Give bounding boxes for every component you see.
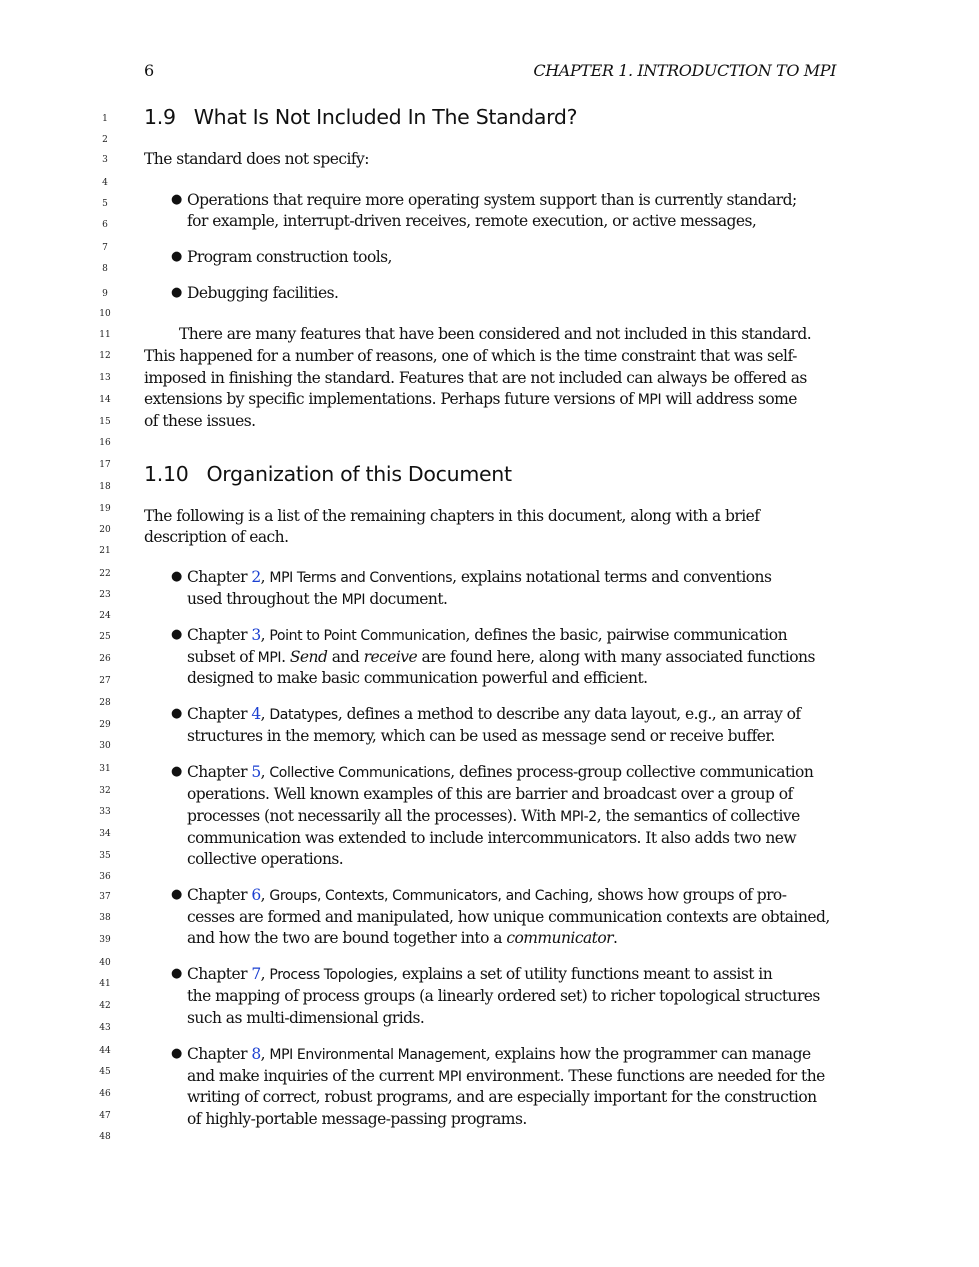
- chapter-link[interactable]: 3: [251, 626, 261, 644]
- text-span: ,: [260, 1045, 270, 1063]
- text-span: are found here, along with many associated functions: [417, 648, 815, 666]
- text-span: extensions by specific implementations. Perhaps future versions of: [144, 390, 638, 408]
- text-span: Chapter: [187, 763, 252, 781]
- line-number: 25: [99, 632, 111, 642]
- bullet-icon: ●: [171, 764, 183, 779]
- line-number: 23: [99, 590, 111, 600]
- text-span: ,: [260, 965, 270, 983]
- emphasis: communicator: [506, 929, 613, 947]
- paragraph-line: [144, 390, 797, 408]
- line-number: 8: [102, 264, 108, 274]
- text-span: environment. These functions are needed for the: [461, 1067, 825, 1085]
- section-intro: The standard does not specify:: [144, 150, 369, 168]
- chapter-title: MPI Environmental Management: [269, 1047, 486, 1063]
- line-number: 46: [99, 1089, 111, 1099]
- chapter-link[interactable]: 5: [251, 763, 261, 781]
- text-span: , explains how the programmer can manage: [485, 1045, 811, 1063]
- line-number: 32: [99, 786, 111, 796]
- list-item-line: [187, 1045, 811, 1063]
- list-item-line: [187, 886, 786, 904]
- line-number: 31: [99, 764, 111, 774]
- section-title: What Is Not Included In The Standard?: [193, 105, 578, 129]
- bullet-icon: ●: [171, 192, 183, 207]
- list-item-line: for example, interrupt-driven receives, remote execution, or active messages,: [187, 212, 757, 230]
- line-number: 4: [102, 178, 108, 188]
- text-span: Chapter: [187, 965, 252, 983]
- chapter-link[interactable]: 2: [251, 568, 261, 586]
- emphasis: Send: [289, 648, 328, 666]
- list-item-line: [187, 626, 787, 644]
- text-span: ,: [260, 626, 270, 644]
- list-item-line: of highly-portable message-passing programs.: [187, 1110, 527, 1128]
- line-number: 35: [99, 851, 111, 861]
- line-number: 34: [99, 829, 111, 839]
- line-number: 28: [99, 698, 111, 708]
- text-span: and make inquiries of the current: [187, 1067, 439, 1085]
- text-span: , explains a set of utility functions meant to assist in: [393, 965, 773, 983]
- list-item-line: designed to make basic communication powerful and efficient.: [187, 669, 648, 687]
- text-span: ,: [260, 886, 270, 904]
- line-number: 29: [99, 720, 111, 730]
- line-number: 44: [99, 1046, 111, 1056]
- list-item-line: [187, 648, 815, 666]
- list-item-line: Program construction tools,: [187, 248, 392, 266]
- chapter-link[interactable]: 6: [251, 886, 261, 904]
- text-span: Chapter: [187, 705, 252, 723]
- line-number: 42: [99, 1001, 111, 1011]
- text-span: ,: [260, 763, 270, 781]
- line-number: 14: [99, 395, 111, 405]
- line-number: 6: [102, 220, 108, 230]
- section-number: 1.9: [144, 105, 176, 129]
- line-number: 3: [102, 155, 108, 165]
- text-span: processes (not necessarily all the processes). With: [187, 807, 561, 825]
- line-number: 33: [99, 807, 111, 817]
- bullet-icon: ●: [171, 966, 183, 981]
- text-span: will address some: [661, 390, 797, 408]
- bullet-icon: ●: [171, 569, 183, 584]
- list-item-line: operations. Well known examples of this are barrier and broadcast over a group of: [187, 785, 793, 803]
- text-span: , defines process-group collective communication: [450, 763, 814, 781]
- line-number: 39: [99, 935, 111, 945]
- line-number: 11: [99, 330, 111, 340]
- section-intro: description of each.: [144, 528, 289, 546]
- text-span: document.: [365, 590, 448, 608]
- chapter-link[interactable]: 7: [251, 965, 261, 983]
- text-span: , explains notational terms and conventions: [452, 568, 772, 586]
- line-number: 37: [99, 892, 111, 902]
- list-item-line: [187, 590, 447, 608]
- line-number: 5: [102, 199, 108, 209]
- chapter-link[interactable]: 4: [251, 705, 261, 723]
- line-number: 36: [99, 872, 111, 882]
- text-span: subset of: [187, 648, 258, 666]
- text-span: and: [327, 648, 364, 666]
- line-number: 40: [99, 958, 111, 968]
- line-number: 47: [99, 1111, 111, 1121]
- line-number: 41: [99, 979, 111, 989]
- mpi-term: MPI: [637, 392, 662, 408]
- text-span: Chapter: [187, 1045, 252, 1063]
- line-number: 15: [99, 417, 111, 427]
- section-intro: The following is a list of the remaining chapters in this document, along with a brief: [144, 507, 760, 525]
- paragraph-line: of these issues.: [144, 412, 256, 430]
- bullet-icon: ●: [171, 706, 183, 721]
- bullet-icon: ●: [171, 1046, 183, 1061]
- line-number: 7: [102, 243, 108, 253]
- list-item-line: cesses are formed and manipulated, how unique communication contexts are obtained,: [187, 908, 830, 926]
- line-number: 12: [99, 351, 111, 361]
- line-number: 43: [99, 1023, 111, 1033]
- chapter-title: Groups, Contexts, Communicators, and Caching: [269, 888, 589, 904]
- mpi-term: MPI-2: [560, 809, 597, 825]
- text-span: ,: [260, 568, 270, 586]
- bullet-icon: ●: [171, 887, 183, 902]
- text-span: , shows how groups of pro-: [588, 886, 787, 904]
- list-item-line: communication was extended to include intercommunicators. It also adds two new: [187, 829, 797, 847]
- section-heading-1-10: [144, 462, 512, 486]
- bullet-icon: ●: [171, 627, 183, 642]
- text-span: .: [612, 929, 618, 947]
- text-span: Chapter: [187, 626, 252, 644]
- line-number: 20: [99, 525, 111, 535]
- section-heading-1-9: [144, 105, 577, 129]
- text-span: Chapter: [187, 568, 252, 586]
- chapter-link[interactable]: 8: [251, 1045, 261, 1063]
- list-item-line: writing of correct, robust programs, and are especially important for the construction: [187, 1088, 817, 1106]
- list-item-line: [187, 929, 617, 947]
- mpi-term: MPI: [341, 592, 366, 608]
- line-number: 45: [99, 1067, 111, 1077]
- list-item-line: [187, 705, 801, 723]
- chapter-title: Datatypes: [269, 707, 338, 723]
- line-number: 2: [102, 135, 108, 145]
- text-span: .: [281, 648, 290, 666]
- line-number: 13: [99, 373, 111, 383]
- line-number: 48: [99, 1132, 111, 1142]
- list-item-line: [187, 568, 771, 586]
- list-item-line: [187, 807, 800, 825]
- chapter-title: MPI Terms and Conventions: [269, 570, 453, 586]
- running-title: CHAPTER 1. INTRODUCTION TO MPI: [533, 61, 836, 80]
- line-number: 26: [99, 654, 111, 664]
- bullet-icon: ●: [171, 249, 183, 264]
- paragraph-line: This happened for a number of reasons, one of which is the time constraint that was self-: [144, 347, 797, 365]
- chapter-title: Process Topologies: [269, 967, 394, 983]
- text-span: , defines the basic, pairwise communication: [465, 626, 788, 644]
- text-span: Chapter: [187, 886, 252, 904]
- text-span: used throughout the: [187, 590, 342, 608]
- paragraph-line: There are many features that have been considered and not included in this standard.: [179, 325, 812, 343]
- text-span: ,: [260, 705, 270, 723]
- line-number: 16: [99, 438, 111, 448]
- line-number: 27: [99, 676, 111, 686]
- line-number: 9: [102, 289, 108, 299]
- line-number: 17: [99, 460, 111, 470]
- text-span: , defines a method to describe any data layout, e.g., an array of: [337, 705, 801, 723]
- line-number: 10: [99, 309, 111, 319]
- bullet-icon: ●: [171, 285, 183, 300]
- list-item-line: [187, 763, 813, 781]
- text-span: and how the two are bound together into a: [187, 929, 507, 947]
- list-item-line: Operations that require more operating system support than is currently standard;: [187, 191, 797, 209]
- list-item-line: the mapping of process groups (a linearly ordered set) to richer topological structures: [187, 987, 820, 1005]
- line-number: 21: [99, 546, 111, 556]
- emphasis: receive: [363, 648, 418, 666]
- line-number: 24: [99, 611, 111, 621]
- mpi-term: MPI: [438, 1069, 462, 1085]
- list-item-line: [187, 965, 772, 983]
- list-item-line: [187, 1067, 825, 1085]
- section-number: 1.10: [144, 462, 189, 486]
- line-number: 22: [99, 569, 111, 579]
- list-item-line: structures in the memory, which can be used as message send or receive buffer.: [187, 727, 775, 745]
- line-number: 1: [102, 114, 108, 124]
- mpi-term: MPI: [257, 650, 282, 666]
- line-number: 38: [99, 913, 111, 923]
- line-number: 30: [99, 741, 111, 751]
- section-title: Organization of this Document: [206, 462, 512, 486]
- text-span: , the semantics of collective: [596, 807, 800, 825]
- line-number: 19: [99, 504, 111, 514]
- list-item-line: such as multi-dimensional grids.: [187, 1009, 425, 1027]
- list-item-line: Debugging facilities.: [187, 284, 339, 302]
- chapter-title: Collective Communications: [269, 765, 451, 781]
- chapter-title: Point to Point Communication: [269, 628, 466, 644]
- page-number: 6: [144, 61, 155, 80]
- line-number: 18: [99, 482, 111, 492]
- paragraph-line: imposed in finishing the standard. Features that are not included can always be offered as: [144, 369, 807, 387]
- list-item-line: collective operations.: [187, 850, 344, 868]
